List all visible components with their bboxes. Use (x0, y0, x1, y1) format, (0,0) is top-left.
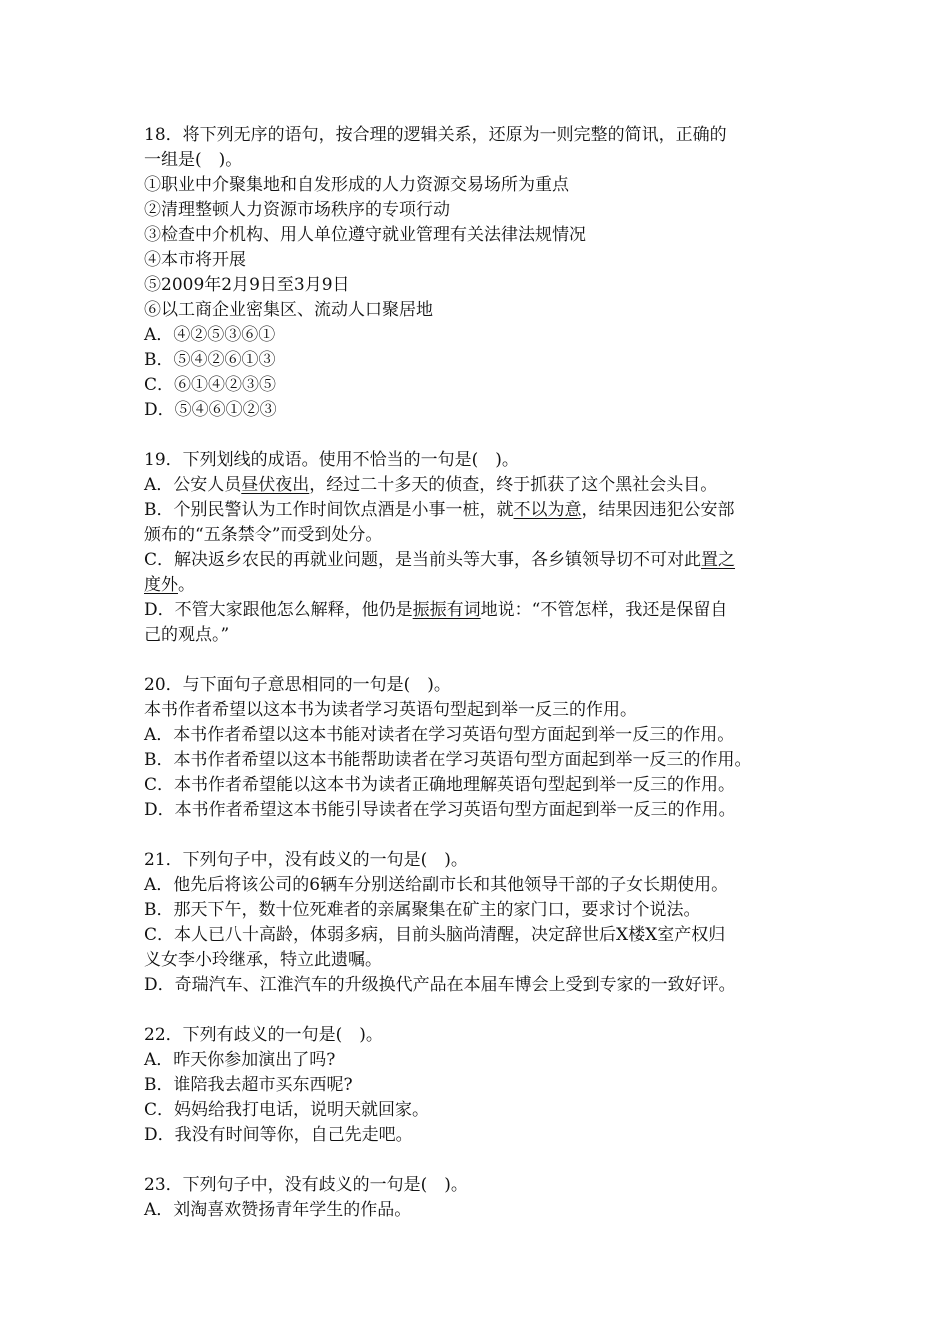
question-stem: 19．下列划线的成语。使用不恰当的一句是( )。 (144, 450, 519, 470)
option-a: A．④②⑤③⑥① (144, 325, 276, 345)
option-b-cont: 颁布的“五条禁令”而受到处分。 (144, 525, 383, 545)
option-b: B．谁陪我去超市买东西呢? (144, 1075, 353, 1095)
question-stem-cont: 一组是( )。 (144, 150, 243, 170)
option-b: B．那天下午，数十位死难者的亲属聚集在矿主的家门口，要求讨个说法。 (144, 900, 701, 920)
document-page (144, 123, 824, 1223)
question-21 (144, 848, 824, 998)
question-stem: 20．与下面句子意思相同的一句是( )。 (144, 675, 451, 695)
question-stem: 18．将下列无序的语句，按合理的逻辑关系，还原为一则完整的简讯，正确的 (144, 125, 727, 145)
option-c-cont: 度外。 (144, 575, 195, 595)
option-d: D．本书作者希望这本书能引导读者在学习英语句型方面起到举一反三的作用。 (144, 800, 736, 820)
option-c: C．本书作者希望能以这本书为读者正确地理解英语句型起到举一反三的作用。 (144, 775, 736, 795)
option-a: A．刘淘喜欢赞扬青年学生的作品。 (144, 1200, 412, 1220)
option-d: D．不管大家跟他怎么解释，他仍是振振有词地说：“不管怎样，我还是保留自 (144, 600, 728, 620)
option-d-cont: 己的观点。” (144, 625, 230, 645)
option-b: B．个别民警认为工作时间饮点酒是小事一桩，就不以为意，结果因违犯公安部 (144, 500, 735, 520)
question-stem: 23．下列句子中，没有歧义的一句是( )。 (144, 1175, 468, 1195)
option-c: C．⑥①④②③⑤ (144, 375, 277, 395)
sentence-3: ③检查中介机构、用人单位遵守就业管理有关法律法规情况 (144, 225, 586, 245)
sentence-5: ⑤2009年2月9日至3月9日 (144, 275, 350, 295)
sentence-6: ⑥以工商企业密集区、流动人口聚居地 (144, 300, 433, 320)
question-20 (144, 673, 824, 823)
option-c: C．本人已八十高龄，体弱多病，目前头脑尚清醒，决定辞世后X楼X室产权归 (144, 925, 726, 945)
option-a: A．昨天你参加演出了吗? (144, 1050, 336, 1070)
question-stem: 21．下列句子中，没有歧义的一句是( )。 (144, 850, 468, 870)
option-d: D．⑤④⑥①②③ (144, 400, 277, 420)
sentence-1: ①职业中介聚集地和自发形成的人力资源交易场所为重点 (144, 175, 569, 195)
sentence-4: ④本市将开展 (144, 250, 246, 270)
option-a: A．公安人员昼伏夜出，经过二十多天的侦查，终于抓获了这个黑社会头目。 (144, 475, 718, 495)
question-22 (144, 1023, 824, 1148)
option-d: D．奇瑞汽车、江淮汽车的升级换代产品在本届车博会上受到专家的一致好评。 (144, 975, 736, 995)
option-a: A．他先后将该公司的6辆车分别送给副市长和其他领导干部的子女长期使用。 (144, 875, 729, 895)
option-c: C．解决返乡农民的再就业问题，是当前头等大事，各乡镇领导切不可对此置之 (144, 550, 736, 570)
option-c: C．妈妈给我打电话，说明天就回家。 (144, 1100, 430, 1120)
question-19 (144, 448, 824, 648)
option-d: D．我没有时间等你，自己先走吧。 (144, 1125, 413, 1145)
original-sentence: 本书作者希望以这本书为读者学习英语句型起到举一反三的作用。 (144, 700, 637, 720)
option-a: A．本书作者希望以这本书能对读者在学习英语句型方面起到举一反三的作用。 (144, 725, 735, 745)
option-b: B．本书作者希望以这本书能帮助读者在学习英语句型方面起到举一反三的作用。 (144, 750, 752, 770)
question-23 (144, 1173, 824, 1223)
option-c-cont: 义女李小玲继承，特立此遗嘱。 (144, 950, 382, 970)
underlined-idiom: 不以为意 (513, 500, 582, 520)
option-b: B．⑤④②⑥①③ (144, 350, 276, 370)
question-18 (144, 123, 824, 423)
sentence-2: ②清理整顿人力资源市场秩序的专项行动 (144, 200, 450, 220)
underlined-idiom: 昼伏夜出 (241, 475, 310, 495)
underlined-idiom: 振振有词 (412, 600, 481, 620)
question-stem: 22．下列有歧义的一句是( )。 (144, 1025, 383, 1045)
underlined-idiom: 度外 (144, 575, 178, 595)
underlined-idiom: 置之 (701, 550, 736, 570)
